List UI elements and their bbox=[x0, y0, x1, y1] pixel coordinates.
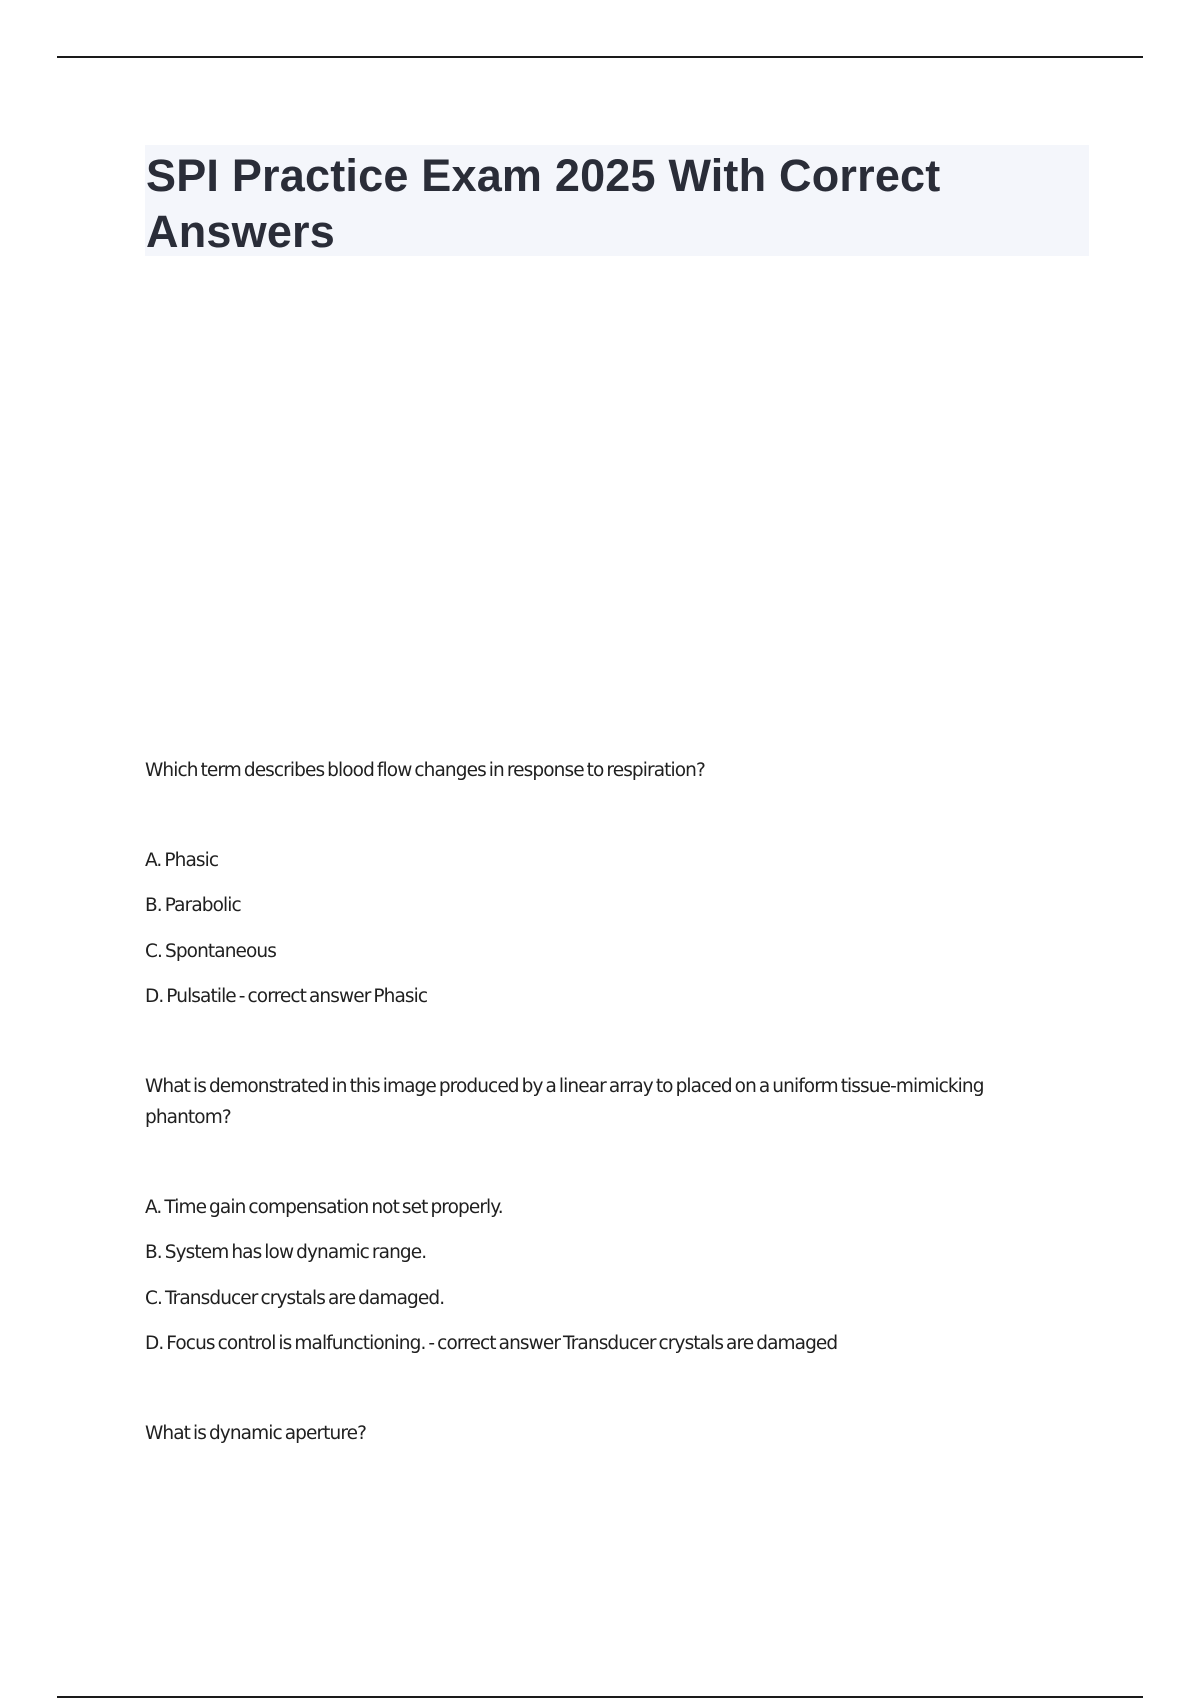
document-title: SPI Practice Exam 2025 With Correct Answers bbox=[146, 150, 941, 257]
question-1-option-c: C. Spontaneous bbox=[145, 941, 276, 962]
question-1-prompt: Which term describes blood flow changes in response to respiration? bbox=[145, 760, 705, 781]
top-rule bbox=[57, 56, 1143, 58]
question-2-option-c: C. Transducer crystals are damaged. bbox=[145, 1288, 445, 1309]
question-1-option-d: D. Pulsatile - correct answer Phasic bbox=[145, 986, 428, 1007]
question-2-option-a: A. Time gain compensation not set properly. bbox=[145, 1197, 503, 1218]
question-3-prompt: What is dynamic aperture? bbox=[145, 1423, 367, 1444]
question-2-option-d: D. Focus control is malfunctioning. - correct answer Transducer crystals are damaged bbox=[145, 1333, 838, 1354]
question-1-option-b: B. Parabolic bbox=[145, 895, 241, 916]
question-2-prompt: What is demonstrated in this image produced by a linear array to placed on a uniform tissue-mimicking phantom? bbox=[145, 1076, 984, 1128]
bottom-rule bbox=[57, 1696, 1143, 1698]
question-2-option-b: B. System has low dynamic range. bbox=[145, 1242, 427, 1263]
question-1-option-a: A. Phasic bbox=[145, 850, 219, 871]
